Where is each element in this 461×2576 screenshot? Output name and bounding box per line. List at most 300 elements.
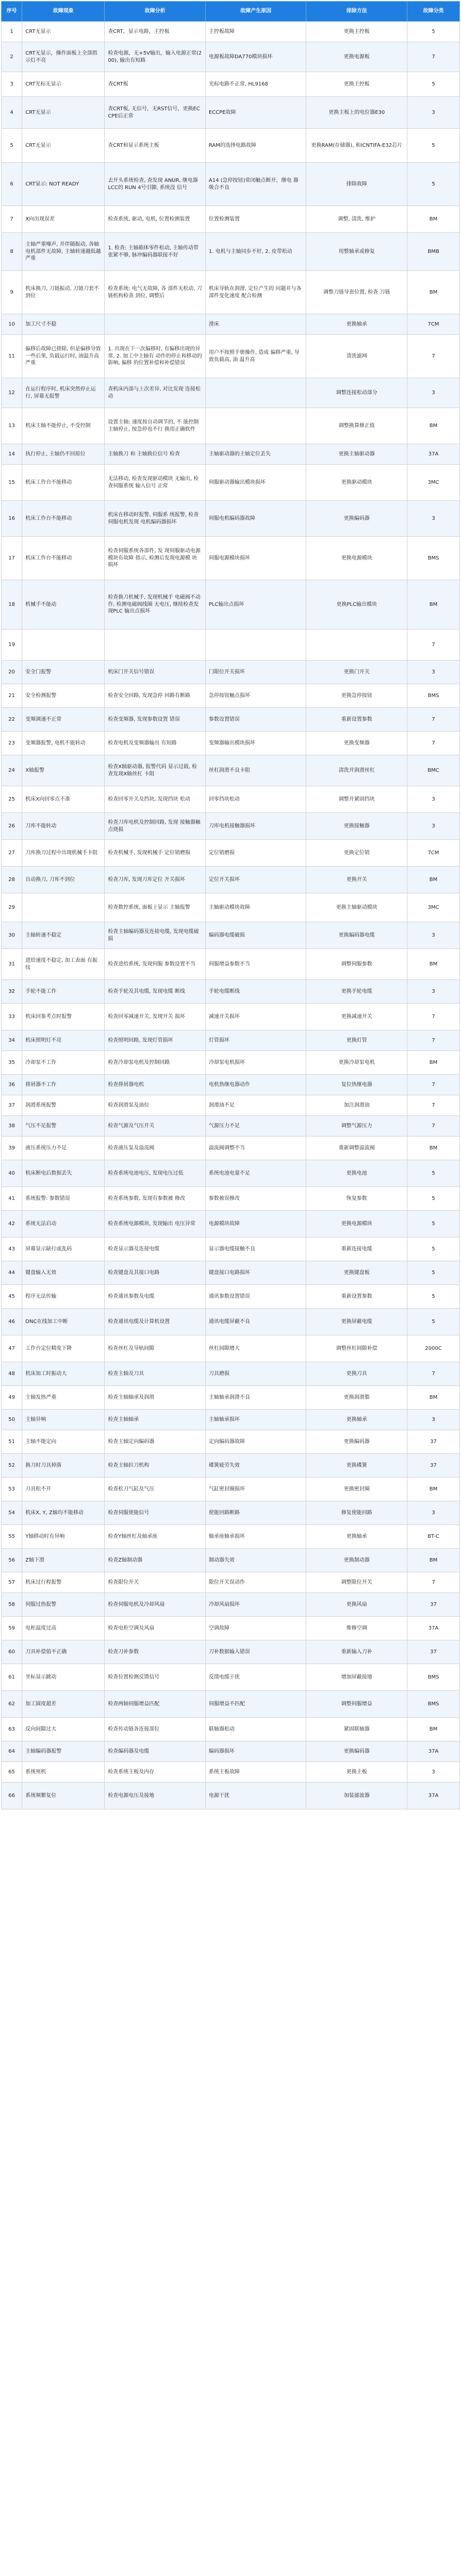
row-number: 2 [2,42,22,72]
fault-cause: 通讯电缆屏蔽不良 [205,1309,306,1335]
fault-category: 5 [407,1285,460,1309]
fault-analysis: 查CRT，显示电路，主控板 [105,22,206,42]
table-row [2,163,460,206]
fault-analysis: 检查变频器, 发现参数设置 错误 [105,708,206,732]
fault-cause: 主轴轴承损坏 [205,1410,306,1430]
fault-symptom: 执行停止, 主轴仍不回原位 [22,444,105,465]
fault-remedy: 更换屏蔽电缆 [306,1309,407,1335]
fault-symptom: CRT无显示 [22,129,105,163]
table-row [2,1549,460,1572]
fault-remedy: 更换风扇 [306,1593,407,1617]
table-row [2,1783,460,1809]
table-row [2,813,460,840]
table-row [2,1211,460,1238]
row-number: 46 [2,1309,22,1335]
fault-symptom: 机床照明灯不亮 [22,1030,105,1051]
fault-category: 7 [407,1572,460,1593]
fault-category: BM [407,408,460,444]
fault-cause: 电源干扰 [205,1783,306,1809]
row-number: 37 [2,1095,22,1116]
fault-remedy: 更换刀具 [306,1362,407,1386]
fault-analysis: 查机床内部与上次差异, 对比发现 连接松动 [105,378,206,408]
fault-remedy: 更换主轴驱动器 [306,444,407,465]
row-number: 35 [2,1051,22,1075]
header-symptom: 故障现象 [22,2,105,22]
row-number: 39 [2,1137,22,1160]
fault-symptom: 系统无法启动 [22,1211,105,1238]
table-row [2,1572,460,1593]
table-row [2,708,460,732]
fault-analysis: 检查进给系统, 发现伺服 参数设置不当 [105,949,206,980]
fault-analysis: 检查限位开关 [105,1572,206,1593]
fault-category: 5 [407,129,460,163]
fault-analysis: 检查电柜空调及风扇 [105,1617,206,1640]
fault-cause: 伺服电源模块损坏 [205,537,306,580]
fault-analysis: 检查主轴编码器及连接电缆, 发现电缆破损 [105,922,206,949]
fault-analysis: 检查系统, 驱动, 电机, 位置检测装置 [105,206,206,233]
row-number: 47 [2,1335,22,1362]
row-number: 59 [2,1617,22,1640]
row-number: 63 [2,1718,22,1741]
fault-symptom: CRT显示: NOT READY [22,163,105,206]
fault-symptom: 主轴不能定向 [22,1430,105,1454]
fault-category: 7 [407,1362,460,1386]
fault-cause: 丝杠间隙增大 [205,1335,306,1362]
fault-remedy: 复位热继电器 [306,1075,407,1095]
fault-cause: 门限位开关损坏 [205,660,306,684]
table-header-row [2,2,460,22]
fault-cause: 用户不按照手册操作, 造成 偏移严重, 导致负载高, 油 温升高 [205,335,306,378]
table-row [2,1051,460,1075]
fault-category: 7 [407,732,460,755]
fault-symptom: 主轴异响 [22,1410,105,1430]
fault-symptom: 程序无法传输 [22,1285,105,1309]
fault-cause: 电源模块故障 [205,1211,306,1238]
row-number: 18 [2,580,22,630]
fault-category: BM [407,271,460,314]
fault-remedy: 更换主板 [306,1762,407,1783]
fault-cause: RAM的选择电路故障 [205,129,306,163]
fault-remedy: 更换接触器 [306,813,407,840]
row-number: 45 [2,1285,22,1309]
fault-category: 5 [407,1160,460,1187]
row-number: 12 [2,378,22,408]
fault-symptom: 伺服过热报警 [22,1593,105,1617]
table-row [2,1116,460,1137]
fault-analysis: 检查X轴驱动器, 报警代码 显示过载, 检查发现X轴丝杠 卡阻 [105,755,206,786]
fault-symptom: 机床工作台不能移动 [22,537,105,580]
fault-cause: 编码器电缆破损 [205,922,306,949]
fault-remedy: 更换手轮电缆 [306,980,407,1004]
fault-cause: A14 (急停按钮)常闭触点断开，继电 器吸合不良 [205,163,306,206]
row-number: 58 [2,1593,22,1617]
fault-cause: 急停按钮触点损坏 [205,684,306,708]
row-number: 9 [2,271,22,314]
row-number: 14 [2,444,22,465]
table-row [2,1335,460,1362]
table-row [2,233,460,271]
fault-remedy: 更换变频器 [306,732,407,755]
fault-analysis: 检查刀库电机及控制回路, 发现 接触器触点烧损 [105,813,206,840]
fault-analysis: 检查通讯参数及电缆 [105,1285,206,1309]
fault-remedy: 更换电源模块 [306,537,407,580]
table-row [2,949,460,980]
table-row [2,1309,460,1335]
table-row [2,1478,460,1501]
fault-cause: 使能回路断路 [205,1501,306,1525]
fault-symptom: 润滑系统报警 [22,1095,105,1116]
fault-category: 37A [407,1617,460,1640]
table-row [2,840,460,867]
fault-cause: 通讯参数设置错误 [205,1285,306,1309]
fault-symptom [22,893,105,922]
fault-category: 3 [407,813,460,840]
fault-cause: 定向编码器故障 [205,1430,306,1454]
fault-remedy: 重新设置参数 [306,1285,407,1309]
fault-remedy: 调整丝杠间隙补偿 [306,1335,407,1362]
fault-remedy: 更换减速开关 [306,1004,407,1030]
row-number: 54 [2,1501,22,1525]
table-row [2,1238,460,1261]
fault-analysis: 检查系统: 电气无故障, 各 部件无松动, 刀链机构检查 到位, 调整后 [105,271,206,314]
fault-analysis: 检查键盘及其接口电路 [105,1261,206,1285]
row-number: 43 [2,1238,22,1261]
fault-remedy: 排除故障 [306,163,407,206]
fault-cause: 冷却泵电机损坏 [205,1051,306,1075]
fault-category: 5 [407,163,460,206]
fault-category: 3 [407,922,460,949]
fault-remedy: 增加屏蔽接地 [306,1664,407,1691]
fault-category: 7 [407,708,460,732]
fault-cause: 主轴驱动模块故障 [205,893,306,922]
fault-table-body [2,22,460,1809]
fault-category: BMS [407,684,460,708]
fault-symptom [22,630,105,660]
fault-remedy [306,630,407,660]
fault-category: 7 [407,1095,460,1116]
fault-remedy: 更换冷却泵电机 [306,1051,407,1075]
table-row [2,1004,460,1030]
fault-symptom: 反向间隙过大 [22,1718,105,1741]
table-row [2,335,460,378]
fault-remedy: 调整限位开关 [306,1572,407,1593]
row-number: 34 [2,1030,22,1051]
fault-category: 37 [407,1640,460,1664]
fault-analysis: 检查Y轴丝杠及轴承座 [105,1525,206,1549]
fault-symptom: 进给速度不稳定, 加工表面 有振纹 [22,949,105,980]
table-row [2,755,460,786]
table-row [2,378,460,408]
table-row [2,732,460,755]
fault-category: 37 [407,1430,460,1454]
fault-category: 5 [407,1187,460,1211]
fault-category: 7 [407,1030,460,1051]
fault-symptom: 工作台定位精度下降 [22,1335,105,1362]
fault-cause: 灯管损坏 [205,1030,306,1051]
fault-symptom: 机床主轴不能停止, 不受控制 [22,408,105,444]
fault-symptom: 系统频繁复位 [22,1783,105,1809]
fault-cause [205,378,306,408]
table-row [2,1593,460,1617]
row-number: 53 [2,1478,22,1501]
table-row [2,1261,460,1285]
fault-analysis: 检查机械手, 发现机械手 定位销磨损 [105,840,206,867]
fault-cause: 光标电路不正常, HL9168 [205,72,306,97]
fault-cause: 丝杠润滑不良卡阻 [205,755,306,786]
fault-symptom: 手轮不能工作 [22,980,105,1004]
fault-symptom: 机床X向回零点不准 [22,786,105,813]
fault-cause: 系统电池电量不足 [205,1160,306,1187]
fault-symptom: Z轴下滑 [22,1549,105,1572]
fault-symptom: 自动换刀, 刀库不到位 [22,867,105,893]
fault-remedy: 重新输入刀补 [306,1640,407,1664]
fault-remedy: 更换电池 [306,1160,407,1187]
fault-symptom: CRT光标无显示 [22,72,105,97]
fault-cause: 主轴驱动器的主轴定位丢失 [205,444,306,465]
fault-symptom: 机床加工时振动大 [22,1362,105,1386]
fault-category: 5 [407,1238,460,1261]
fault-remedy: 更换急停按钮 [306,684,407,708]
fault-symptom: 系统死机 [22,1762,105,1783]
fault-cause: 减速开关损坏 [205,1004,306,1030]
row-number: 25 [2,786,22,813]
row-number: 24 [2,755,22,786]
fault-category: BM [407,1137,460,1160]
fault-remedy: 更换RAM(存储器), 和ICNTIFA-E32芯片 [306,129,407,163]
fault-cause: 手轮电缆断线 [205,980,306,1004]
table-row [2,537,460,580]
fault-symptom: 机床X, Y, Z轴均不能移动 [22,1501,105,1525]
fault-symptom: X轴报警 [22,755,105,786]
row-number: 27 [2,840,22,867]
table-row [2,408,460,444]
table-row [2,271,460,314]
row-number: 50 [2,1410,22,1430]
fault-category: BM [407,1718,460,1741]
fault-cause: 编码器损坏 [205,1741,306,1762]
row-number: 40 [2,1160,22,1187]
fault-category: 7 [407,42,460,72]
fault-symptom: DNC在线加工中断 [22,1309,105,1335]
fault-symptom: 机床工作台不能移动 [22,501,105,537]
fault-remedy: 更换编码器 [306,501,407,537]
fault-analysis: 检查换刀机械手, 发现机械手 电磁阀不动作, 检测电磁阀线圈 无电压, 继续检查发现PLC 输出点损坏 [105,580,206,630]
row-number: 55 [2,1525,22,1549]
row-number: 17 [2,537,22,580]
table-row [2,42,460,72]
fault-category: 5 [407,22,460,42]
fault-category: BM [407,1386,460,1410]
fault-category: 37 [407,1454,460,1478]
fault-category: 3 [407,501,460,537]
fault-category: 37 [407,1593,460,1617]
fault-cause: 参数被误修改 [205,1187,306,1211]
fault-analysis: 检查显示器及连接电缆 [105,1238,206,1261]
fault-cause: 显示器电缆接触不良 [205,1238,306,1261]
table-row [2,22,460,42]
fault-remedy: 调整刀链导套位置, 检查 刀链 [306,271,407,314]
table-row [2,630,460,660]
fault-cause: 空调故障 [205,1617,306,1640]
fault-remedy: 加装滤波器 [306,1783,407,1809]
row-number: 51 [2,1430,22,1454]
row-number: 30 [2,922,22,949]
row-number: 7 [2,206,22,233]
fault-remedy: 调整伺服参数 [306,949,407,980]
fault-category: 3MC [407,893,460,922]
table-row [2,465,460,501]
fault-category: 7CM [407,840,460,867]
fault-category: BM [407,580,460,630]
row-number: 52 [2,1454,22,1478]
row-number: 41 [2,1187,22,1211]
fault-cause: 定位开关损坏 [205,867,306,893]
fault-analysis: 检查安全回路, 发现急停 回路有断路 [105,684,206,708]
fault-remedy: 更换灯管 [306,1030,407,1051]
row-number: 3 [2,72,22,97]
fault-analysis: 检查伺服使能信号 [105,1501,206,1525]
fault-analysis: 检查数控系统, 面板上显示 主轴报警 [105,893,206,922]
fault-analysis: 检查润滑泵及油位 [105,1095,206,1116]
fault-symptom: 换刀时刀具掉落 [22,1454,105,1478]
fault-analysis: 检查系统主板及内存 [105,1762,206,1783]
row-number: 62 [2,1691,22,1718]
table-row [2,444,460,465]
fault-analysis: 检查系统参数, 发现有参数被 修改 [105,1187,206,1211]
fault-cause: 键盘接口电路损坏 [205,1261,306,1285]
row-number: 23 [2,732,22,755]
row-number: 22 [2,708,22,732]
row-number: 66 [2,1783,22,1809]
fault-remedy: 更换电源板 [306,42,407,72]
row-number: 61 [2,1664,22,1691]
fault-remedy: 恢复参数 [306,1187,407,1211]
row-number: 29 [2,893,22,922]
header-remedy: 排除方法 [306,2,407,22]
fault-symptom: 刀库不能转动 [22,813,105,840]
fault-symptom: 气压不足报警 [22,1116,105,1137]
table-row [2,1137,460,1160]
fault-analysis: 检查编码器及电缆 [105,1741,206,1762]
fault-analysis: 检查电源电压及接地 [105,1783,206,1809]
fault-category: 3 [407,1410,460,1430]
fault-cause: 电源板故障DA770模块损坏 [205,42,306,72]
fault-analysis [105,314,206,335]
table-row [2,1664,460,1691]
fault-remedy: 更换开关 [306,867,407,893]
fault-remedy: 用整轴承或修复 [306,233,407,271]
fault-symptom: 键盘输入无效 [22,1261,105,1285]
fault-cause: 刀库电机接触器损坏 [205,813,306,840]
row-number: 11 [2,335,22,378]
fault-category: 3 [407,980,460,1004]
row-number: 38 [2,1116,22,1137]
row-number: 5 [2,129,22,163]
fault-analysis: 检查主轴定向编码器 [105,1430,206,1454]
table-row [2,97,460,129]
header-number: 序号 [2,2,22,22]
fault-symptom: 机械手不能动 [22,580,105,630]
fault-remedy: 更换编码器 [306,1430,407,1454]
fault-category: 2000C [407,1335,460,1362]
fault-remedy: 更换轴承 [306,314,407,335]
fault-symptom: 系统报警: 参数错误 [22,1187,105,1211]
fault-symptom: 在运行程序时, 机床突然停止运行, 屏幕无报警 [22,378,105,408]
fault-analysis: 检查冷却泵电机及控制回路 [105,1051,206,1075]
fault-remedy: 更换制动器 [306,1549,407,1572]
fault-remedy: 清洗滤网 [306,335,407,378]
fault-analysis: 设置主轴: 速度按自动调节的, 不 能控制主轴停止, 按急停也不行 换用正确软件 [105,408,206,444]
fault-analysis: 检查回零开关及挡块, 发现挡块 松动 [105,786,206,813]
fault-symptom: 电柜温度过高 [22,1617,105,1640]
fault-category: 3 [407,378,460,408]
fault-symptom: 刀库换刀过程中出现机械手卡阻 [22,840,105,867]
fault-category: BMS [407,1691,460,1718]
fault-category: BM [407,867,460,893]
table-row [2,1410,460,1430]
fault-cause: 轴承座轴承损坏 [205,1525,306,1549]
row-number: 10 [2,314,22,335]
fault-symptom: 变频调速不正常 [22,708,105,732]
fault-category: 5 [407,1261,460,1285]
fault-cause: 伺服增益参数不当 [205,949,306,980]
fault-remedy: 更换主轴驱动模块 [306,893,407,922]
fault-category: BM [407,949,460,980]
fault-symptom: 刀具松不开 [22,1478,105,1501]
fault-cause: 冷却风扇损坏 [205,1593,306,1617]
fault-symptom: Y轴移动时有异响 [22,1525,105,1549]
fault-category: BM [407,1478,460,1501]
fault-category: 37A [407,1783,460,1809]
fault-remedy: 修复使能回路 [306,1501,407,1525]
fault-analysis: 检查回零减速开关, 发现开关 损坏 [105,1004,206,1030]
fault-cause: 限位开关误动作 [205,1572,306,1593]
table-row [2,1501,460,1525]
fault-analysis: 检查主轴及刀具 [105,1362,206,1386]
fault-analysis: 1. 出现在下一次偏移时, 有偏移出现的异常, 2. 加工中主轴有 动作的停止和移动的影响, 偏移 的位置补偿和补偿错误 [105,335,206,378]
fault-category: 3 [407,786,460,813]
fault-remedy: 调整并紧固挡块 [306,786,407,813]
fault-table [1,1,460,1809]
fault-cause: 回零挡块松动 [205,786,306,813]
fault-analysis: 检查电源，无+5V输出，输入电源正常(200), 输出有短路 [105,42,206,72]
fault-remedy: 调整气源压力 [306,1116,407,1137]
fault-analysis: 无法移动, 检查发现驱动模块 无输出, 检查伺服系统 输入信号 正常 [105,465,206,501]
table-row [2,1762,460,1783]
header-analysis: 故障分析 [105,2,206,22]
table-row [2,980,460,1004]
fault-remedy: 重新设置参数 [306,708,407,732]
fault-symptom: 加工尺寸不稳 [22,314,105,335]
fault-cause: PLC输出点损坏 [205,580,306,630]
table-row [2,129,460,163]
table-row [2,684,460,708]
fault-analysis: 检查Z轴制动器 [105,1549,206,1572]
fault-category: BMS [407,537,460,580]
fault-cause [205,630,306,660]
row-number: 28 [2,867,22,893]
table-row [2,206,460,233]
row-number: 20 [2,660,22,684]
fault-cause: 联轴器松动 [205,1718,306,1741]
fault-analysis: 检查主轴轴承及润滑 [105,1386,206,1410]
row-number: 16 [2,501,22,537]
fault-remedy: 维修空调 [306,1617,407,1640]
fault-analysis: 检查电机及变频器输出 有短路 [105,732,206,755]
fault-symptom: 冷却泵不工作 [22,1051,105,1075]
fault-analysis: 查CRT板 [105,72,206,97]
row-number: 44 [2,1261,22,1285]
